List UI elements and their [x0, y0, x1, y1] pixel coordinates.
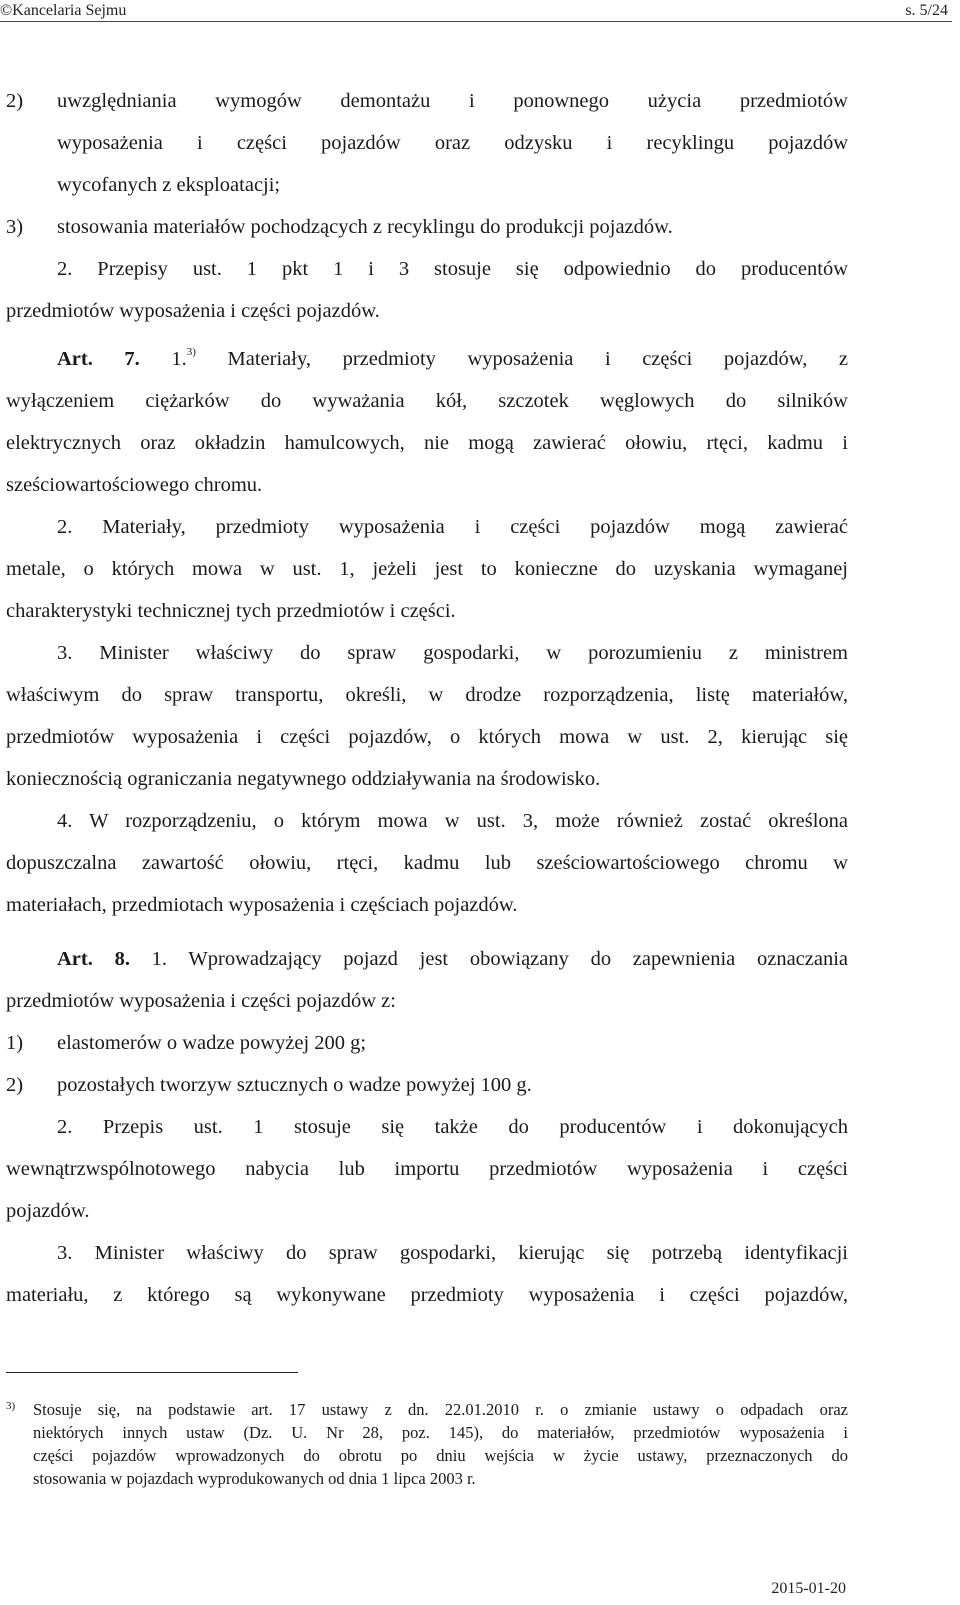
item-text: elastomerów o wadze powyżej 200 g;	[57, 1032, 367, 1054]
text-line: koniecznością ograniczania negatywnego oddziaływania na środowisko.	[6, 768, 601, 790]
footnote-mark: 3)	[6, 1400, 16, 1412]
paragraph-start: 2. Przepis ust. 1 stosuje się także do producentów i dokonujących	[57, 1116, 848, 1138]
paragraph-number: 1.	[151, 948, 168, 970]
document-body	[6, 80, 848, 1316]
text-line: wycofanych z eksploatacji;	[57, 174, 281, 196]
item-text: uwzględniania wymogów demontażu i ponownego użycia przedmiotów	[57, 90, 848, 112]
text-line	[6, 80, 848, 122]
text-line: charakterystyki technicznej tych przedmiotów i części.	[6, 600, 456, 622]
text-line: elektrycznych oraz okładzin hamulcowych, nie mogą zawierać ołowiu, rtęci, kadmu i	[6, 432, 848, 454]
text: Wprowadzający pojazd jest obowiązany do zapewnienia oznaczania	[188, 948, 848, 970]
list-item	[6, 1022, 848, 1064]
text-line: metale, o których mowa w ust. 1, jeżeli jest to konieczne do uzyskania wymaganej	[6, 558, 848, 580]
paragraph-start: 3. Minister właściwy do spraw gospodarki, kierując się potrzebą identyfikacji	[57, 1242, 848, 1264]
item-text: pozostałych tworzyw sztucznych o wadze powyżej 100 g.	[57, 1074, 532, 1096]
text-line: dopuszczalna zawartość ołowiu, rtęci, kadmu lub sześciowartościowego chromu w	[6, 852, 848, 874]
paragraph-start: 3. Minister właściwy do spraw gospodarki, w porozumieniu z ministrem	[57, 642, 848, 664]
list-item	[6, 1064, 848, 1106]
footnote	[6, 1398, 848, 1490]
header-source: ©Kancelaria Sejmu	[0, 2, 127, 19]
text-line: przedmiotów wyposażenia i części pojazdów, o których mowa w ust. 2, kierując się	[6, 726, 848, 748]
text-line: wyposażenia i części pojazdów oraz odzysku i recyklingu pojazdów	[57, 132, 848, 154]
article-heading: Art. 7.	[57, 348, 140, 370]
paragraph-number: 1.	[171, 348, 187, 370]
item-number: 2)	[6, 90, 24, 112]
item-number: 3)	[6, 216, 24, 238]
text-line: wyłączeniem ciężarków do wyważania kół, szczotek węglowych do silników	[6, 390, 848, 412]
footnote-line: stosowania w pojazdach wyprodukowanych od dnia 1 lipca 2003 r.	[33, 1469, 476, 1488]
item-text: stosowania materiałów pochodzących z recyklingu do produkcji pojazdów.	[57, 216, 673, 238]
paragraph-start: 2. Materiały, przedmioty wyposażenia i części pojazdów mogą zawierać	[57, 516, 848, 538]
footnote-line: Stosuje się, na podstawie art. 17 ustawy z dn. 22.01.2010 r. o zmianie ustawy o odpadach oraz	[33, 1400, 848, 1419]
article-7-start	[6, 338, 848, 380]
item-number: 2)	[6, 1074, 24, 1096]
text-line: przedmiotów wyposażenia i części pojazdów z:	[6, 990, 396, 1012]
text-line: pojazdów.	[6, 1200, 90, 1222]
text-line: materiału, z którego są wykonywane przedmioty wyposażenia i części pojazdów,	[6, 1284, 848, 1306]
text-line: właściwym do spraw transportu, określi, w drodze rozporządzenia, listę materiałów,	[6, 684, 848, 706]
text-line: wewnątrzwspólnotowego nabycia lub importu przedmiotów wyposażenia i części	[6, 1158, 848, 1180]
text-line: sześciowartościowego chromu.	[6, 474, 263, 496]
paragraph-start: 4. W rozporządzeniu, o którym mowa w ust. 3, może również zostać określona	[57, 810, 848, 832]
page-number: s. 5/24	[905, 2, 948, 19]
text-line: przedmiotów wyposażenia i części pojazdów.	[6, 300, 380, 322]
article-heading: Art. 8.	[57, 948, 130, 970]
document-date: 2015-01-20	[771, 1580, 846, 1597]
footnote-line: niektórych innych ustaw (Dz. U. Nr 28, poz. 145), do materiałów, przedmiotów wyposażenia i	[33, 1423, 848, 1442]
footnote-reference: 3)	[186, 346, 196, 358]
article-8-start	[6, 938, 848, 980]
footnote-line: części pojazdów wprowadzonych do obrotu po dniu wejścia w życie ustawy, przeznaczonych do	[33, 1446, 848, 1465]
text: Materiały, przedmioty wyposażenia i części pojazdów, z	[227, 348, 848, 370]
text-line	[6, 206, 848, 248]
header-divider	[0, 21, 952, 22]
paragraph-start: 2. Przepisy ust. 1 pkt 1 i 3 stosuje się odpowiednio do producentów	[57, 258, 848, 280]
item-number: 1)	[6, 1032, 24, 1054]
footnote-divider	[6, 1372, 298, 1373]
text-line: materiałach, przedmiotach wyposażenia i częściach pojazdów.	[6, 894, 518, 916]
